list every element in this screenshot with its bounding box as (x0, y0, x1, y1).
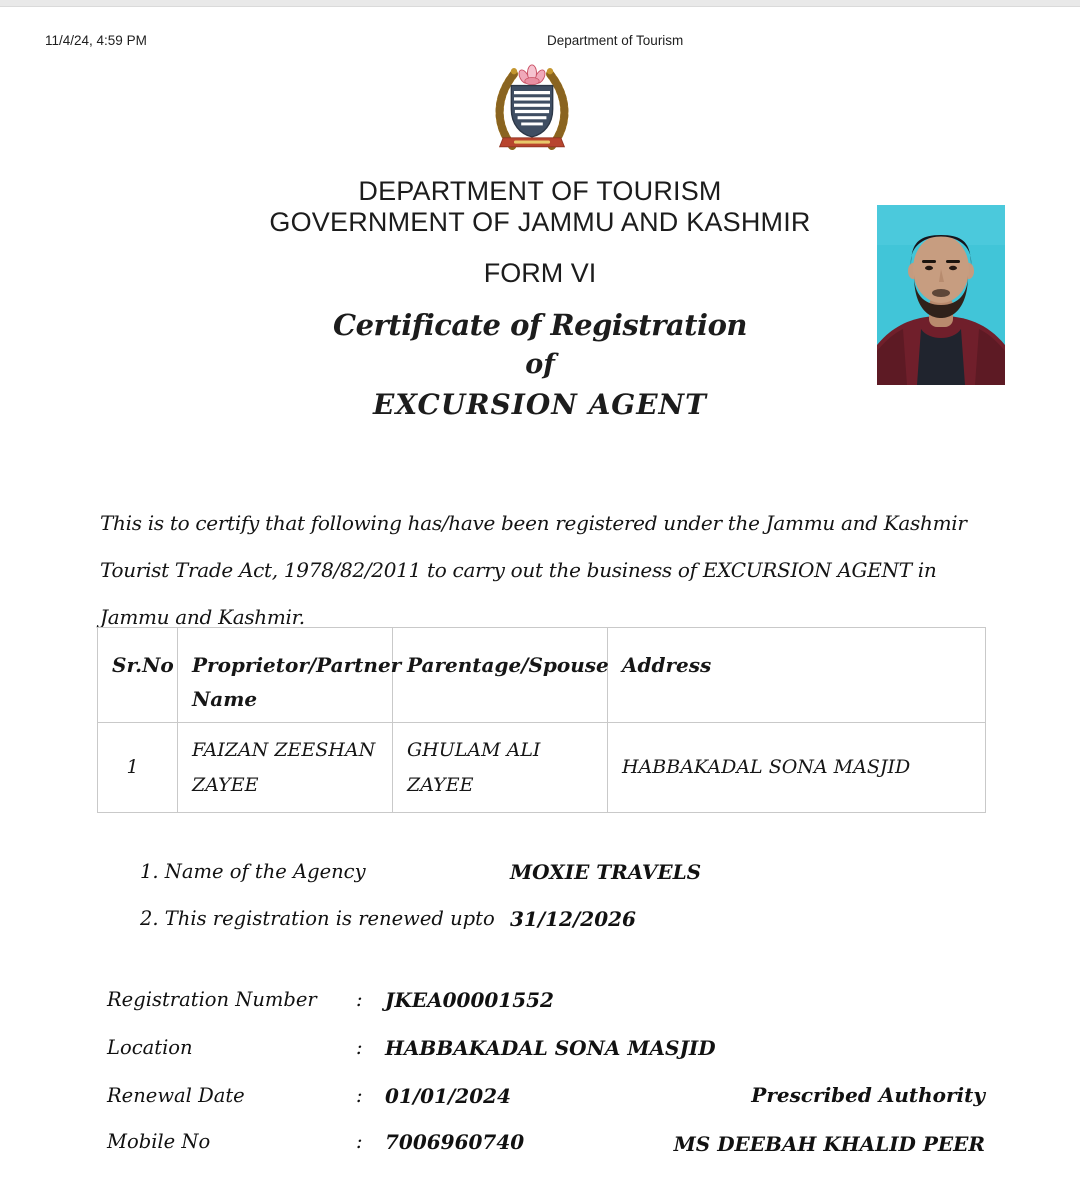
location-row (0, 1036, 1080, 1062)
government-title: GOVERNMENT OF JAMMU AND KASHMIR (269, 207, 811, 237)
prescribed-authority-block (674, 1083, 985, 1156)
certificate-title-line3: EXCURSION AGENT (372, 388, 707, 421)
certification-line: Tourist Trade Act, 1978/82/2011 to carry out the business of EXCURSION AGENT in (100, 558, 937, 582)
certification-line: Jammu and Kashmir. (100, 605, 305, 629)
col-header-proprietor: Proprietor/Partner Name (178, 628, 393, 723)
department-title: DEPARTMENT OF TOURISM (358, 176, 722, 206)
renewal-date-value: 01/01/2024 (385, 1084, 511, 1108)
form-number: FORM VI (483, 258, 597, 288)
certification-line: This is to certify that following has/have been registered under the Jammu and Kashmir (100, 511, 967, 535)
colon-separator: : (356, 1036, 363, 1059)
colon-separator: : (356, 988, 363, 1011)
renewed-upto-label: 2. This registration is renewed upto (140, 907, 495, 930)
print-page-title: Department of Tourism (547, 33, 684, 48)
mobile-no-value: 7006960740 (385, 1130, 525, 1154)
cell-parentage: GHULAM ALI ZAYEE (393, 723, 608, 813)
registrant-table (97, 627, 986, 813)
jk-government-emblem-icon (487, 58, 577, 160)
mobile-no-label: Mobile No (107, 1130, 211, 1153)
window-top-strip (0, 0, 1080, 7)
print-timestamp: 11/4/24, 4:59 PM (45, 33, 147, 48)
renewal-date-label: Renewal Date (107, 1084, 245, 1107)
applicant-photo (877, 205, 1005, 385)
table-row (98, 723, 986, 813)
cell-srno: 1 (98, 723, 178, 813)
col-header-parentage: Parentage/Spouse (393, 628, 608, 723)
col-header-srno: Sr.No (98, 628, 178, 723)
cell-proprietor-name: FAIZAN ZEESHAN ZAYEE (178, 723, 393, 813)
table-header-row (98, 628, 986, 723)
col-header-address: Address (608, 628, 986, 723)
registration-number-label: Registration Number (107, 988, 317, 1011)
certification-statement (100, 500, 967, 641)
certificate-title-line1: Certificate of Registration (333, 308, 747, 342)
colon-separator: : (356, 1130, 363, 1153)
cell-address: HABBAKADAL SONA MASJID (608, 723, 986, 813)
agency-name-value: MOXIE TRAVELS (510, 860, 702, 884)
registration-number-row (0, 988, 1080, 1014)
registration-number-value: JKEA00001552 (385, 988, 554, 1012)
location-value: HABBAKADAL SONA MASJID (385, 1036, 716, 1060)
prescribed-authority-name: MS DEEBAH KHALID PEER (673, 1132, 985, 1156)
agency-name-label: 1. Name of the Agency (140, 860, 366, 883)
renewed-upto-value: 31/12/2026 (510, 907, 636, 931)
colon-separator: : (356, 1084, 363, 1107)
certificate-title-line2: of (525, 349, 555, 380)
location-label: Location (107, 1036, 193, 1059)
prescribed-authority-title: Prescribed Authority (751, 1083, 985, 1107)
